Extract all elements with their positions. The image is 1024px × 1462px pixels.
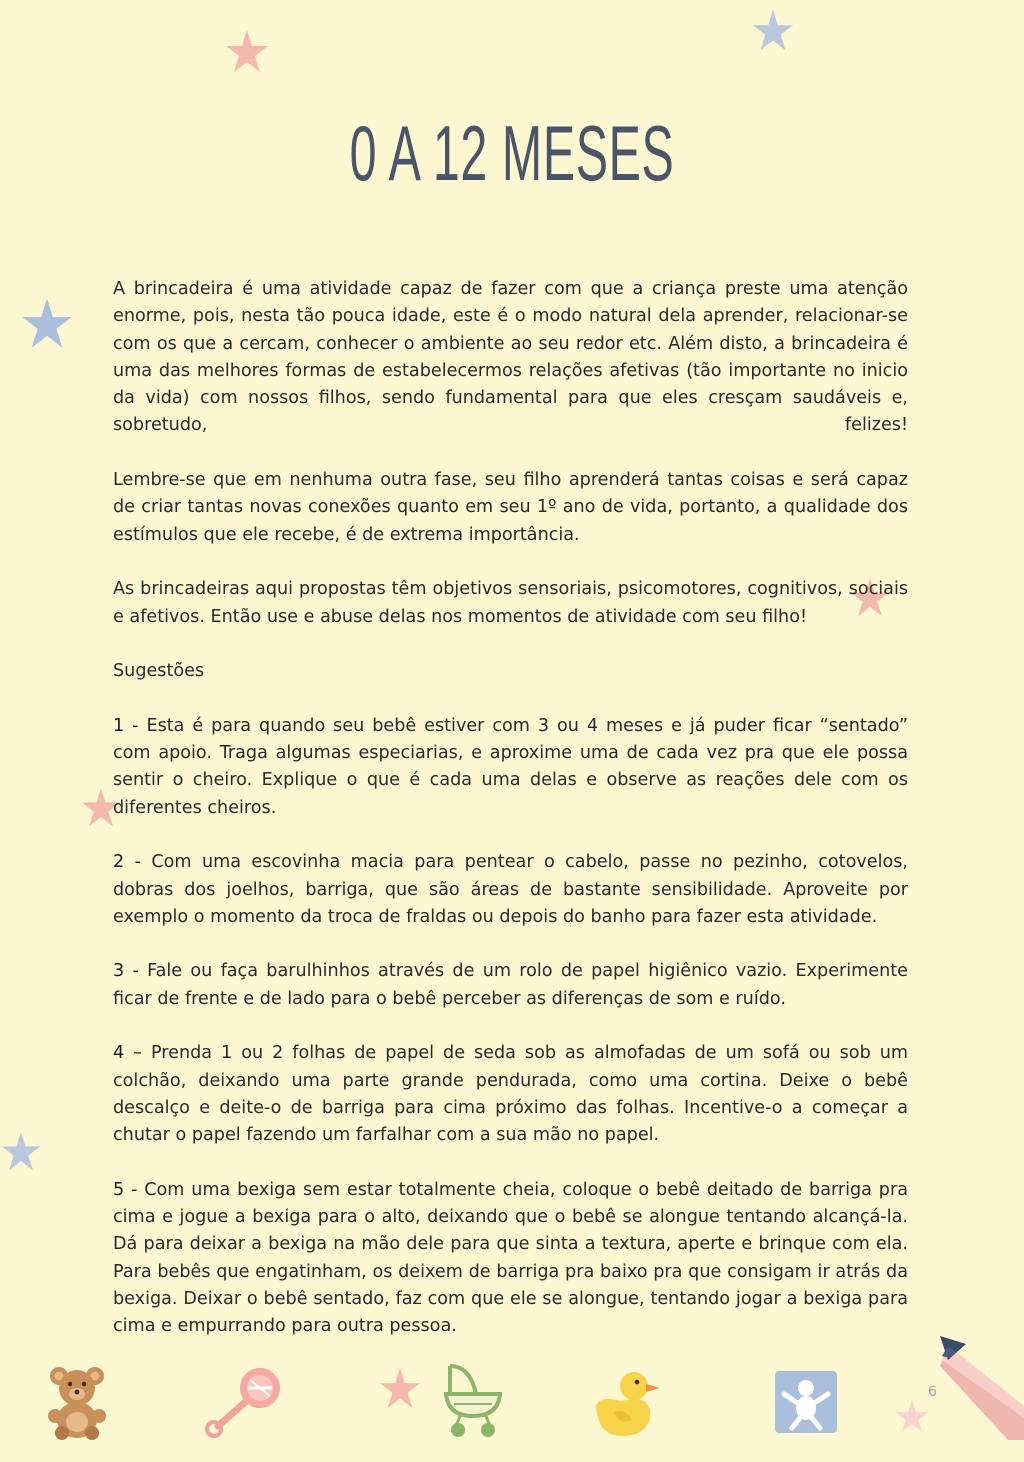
star-icon (751, 8, 795, 52)
suggestion-text: Fale ou faça barulhinhos através de um rolo de papel higiênico vazio. Experimente ficar de frente e de lado para o bebê perceber as diferenças de som e ruído. (113, 961, 908, 1009)
star-icon (20, 296, 74, 350)
star-icon (0, 1130, 42, 1172)
suggestion-item (113, 1040, 908, 1149)
page-number: 6 (928, 1384, 937, 1400)
rattle-icon (204, 1366, 284, 1438)
pencil-icon (940, 1336, 1024, 1440)
suggestion-number: 4 – (113, 1043, 142, 1064)
suggestion-item (113, 1177, 908, 1341)
page-title: 0 A 12 MESES (349, 109, 675, 197)
star-icon (894, 1398, 930, 1434)
suggestion-text: Com uma bexiga sem estar totalmente cheia, coloque o bebê deitado de barriga pra cima e jogue a bexiga para o alto, deixando que o bebê se alongue tentando alcançá-la. Dá para deixar a bexiga na mão dele para que sinta a textura, aperte e brinque com ela. Para bebês que engatinham, os deixem de barriga pra baixo pra que consigam ir atrás da bexiga. Deixar o bebê sentado, faz com que ele se alongue, tentando jogar a bexiga para cima e empurrando para outra pessoa. (113, 1179, 908, 1337)
suggestion-item (113, 849, 908, 931)
baby-carriage-icon (440, 1360, 506, 1440)
rubber-duck-icon (592, 1366, 662, 1438)
suggestion-text: Esta é para quando seu bebê estiver com 3 ou 4 meses e já puder ficar “sentado” com apoio. Traga algumas especiarias, e aproxime uma de cada vez pra que ele possa sentir o cheiro. Explique o que é cada uma delas e observe as reações dele com os diferentes cheiros. (113, 715, 909, 818)
suggestion-number: 1 - (113, 715, 139, 736)
suggestion-item (113, 958, 908, 1013)
star-icon (378, 1366, 422, 1410)
suggestion-text: Prenda 1 ou 2 folhas de papel de seda sob as almofadas de um sofá ou sob um colchão, deixando uma parte grande pendurada, como uma cortina. Deixe o bebê descalço e deite-o de barriga para cima próximo das folhas. Incentive-o a começar a chutar o papel fazendo um farfalhar com a sua mão no papel. (113, 1043, 909, 1146)
teddy-bear-icon (46, 1364, 108, 1440)
intro-paragraph: A brincadeira é uma atividade capaz de fazer com que a criança preste uma atenção enorme, pois, nesta tão pouca idade, este é o modo natural dela aprender, relacionar-se com os que a cercam, conhecer o ambiente ao seu redor etc. Além disto, a brincadeira é uma das melhores formas de estabelecermos relações afetivas (tão importante no inicio da vida) com nossos filhos, sendo fundamental para que eles cresçam saudáveis e, sobretudo, felizes! (113, 279, 908, 436)
intro-paragraph: Lembre-se que em nenhuma outra fase, seu filho aprenderá tantas coisas e será capaz de criar tantas novas conexões quanto em seu 1º ano de vida, portanto, a qualidade dos estímulos que ele recebe, é de extrema importância. (113, 470, 908, 545)
suggestion-number: 3 - (113, 961, 139, 982)
suggestion-number: 2 - (113, 852, 141, 873)
baby-block-icon (774, 1370, 838, 1434)
suggestion-number: 5 - (113, 1179, 138, 1200)
suggestion-text: Com uma escovinha macia para pentear o cabelo, passe no pezinho, cotovelos, dobras dos joelhos, barriga, que são áreas de bastante sensibilidade. Aproveite por exemplo o momento da troca de fraldas ou depois do banho para fazer esta atividade. (113, 852, 908, 927)
intro-paragraph: As brincadeiras aqui propostas têm objetivos sensoriais, psicomotores, cognitivos, sociais e afetivos. Então use e abuse delas nos momentos de atividade com seu filho! (113, 579, 908, 627)
star-icon (224, 28, 270, 74)
suggestions-heading: Sugestões (113, 661, 205, 682)
suggestion-item (113, 713, 908, 822)
content (113, 276, 908, 1368)
